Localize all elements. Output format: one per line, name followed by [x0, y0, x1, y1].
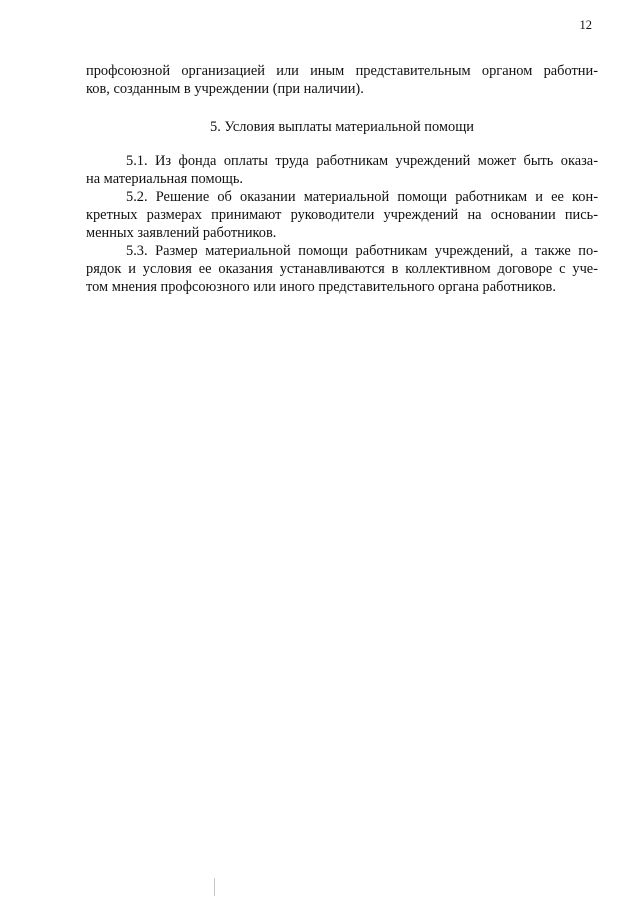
text-line: ков, созданным в учреждении (при наличии).	[86, 81, 364, 97]
text-line: 5.3. Размер материальной помощи работникам учреждений, а также по-	[126, 243, 598, 259]
text-line: менных заявлений работников.	[86, 225, 277, 241]
document-body	[86, 62, 598, 296]
text-line: том мнения профсоюзного или иного представительного органа работников.	[86, 279, 556, 295]
page-number: 12	[579, 18, 592, 32]
text-line: рядок и условия ее оказания устанавливаются в коллективном договоре с уче-	[86, 261, 598, 277]
scan-mark	[214, 878, 215, 896]
section-heading: 5. Условия выплаты материальной помощи	[210, 119, 474, 135]
intro-paragraph	[86, 62, 598, 98]
paragraph-5-3	[86, 242, 598, 296]
paragraph-5-1	[86, 152, 598, 188]
text-line: на материальная помощь.	[86, 171, 244, 187]
text-line: 5.2. Решение об оказании материальной помощи работникам и ее кон-	[126, 189, 598, 205]
text-line: 5.1. Из фонда оплаты труда работникам учреждений может быть оказа-	[126, 153, 598, 169]
text-line: кретных размерах принимают руководители учреждений на основании пись-	[86, 207, 598, 223]
text-line: профсоюзной организацией или иным представительным органом работни-	[86, 63, 598, 79]
paragraph-5-2	[86, 188, 598, 242]
